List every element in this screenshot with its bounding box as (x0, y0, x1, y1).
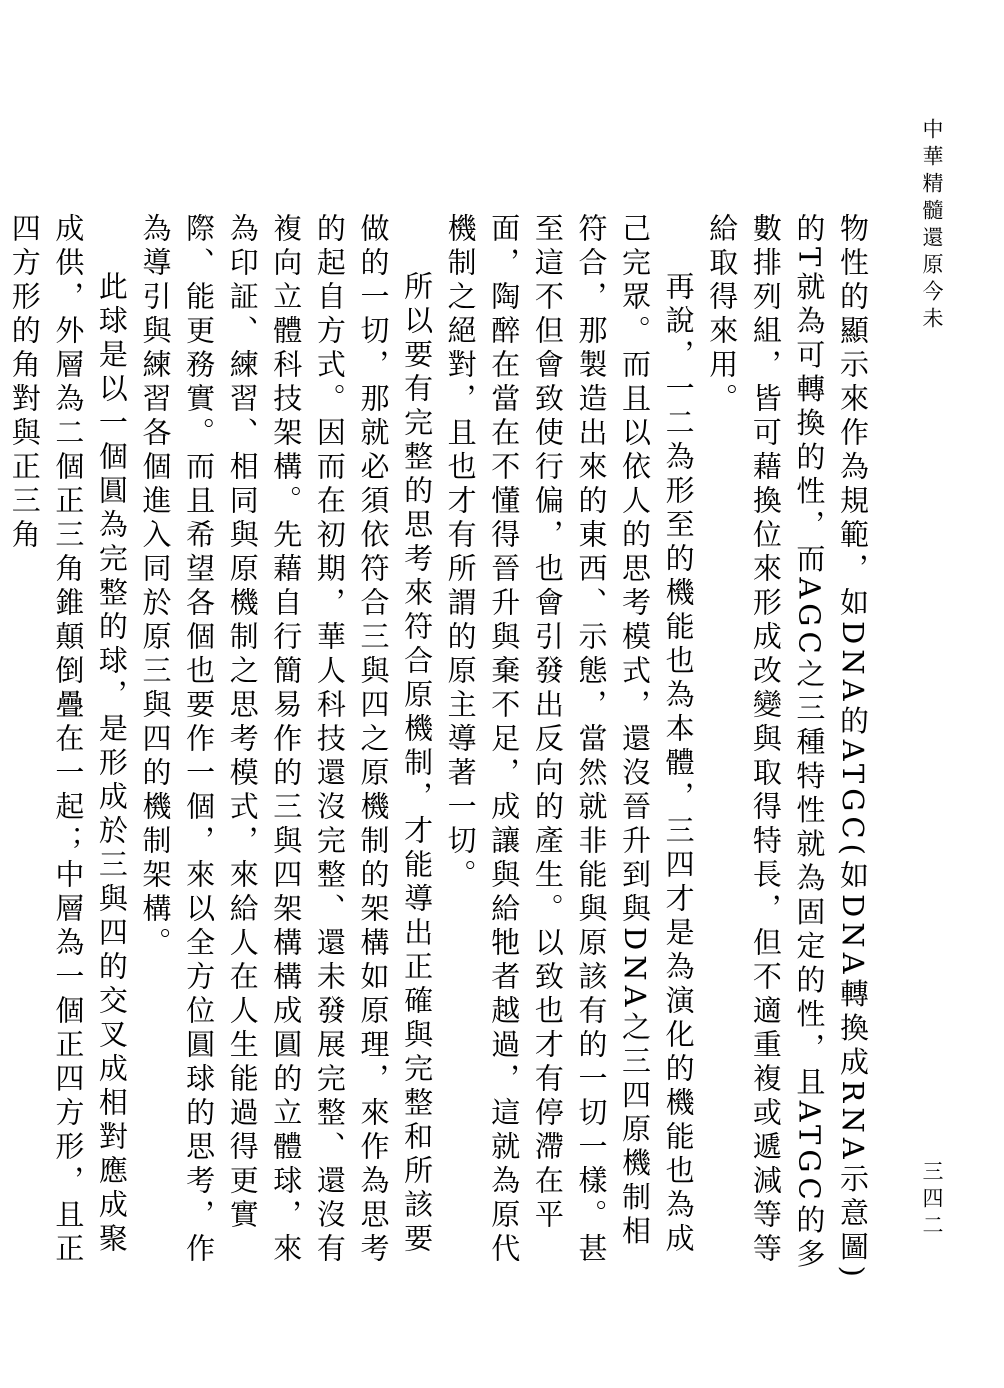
body-text (7, 213, 874, 1283)
paragraph-3: 所以要有完整的思考來符合原機制，才能導出正確與完整和所該要做的一切，那就必須依符合三與四之原機制的架構如原理，來作為思考的起自方式。因而在初期，華人科技還沒完整、還未發展完整、還沒有複向立體科技架構。先藉自行簡易作的三與四架構構成圓的立體球，來為印証、練習、相同與原機制之思考模式，來給人在人生能過得更實際、能更務實。而且希望各個也要作一個，來以全方位圓球的思考，作為導引與練習各個進入同於原三與四的機制架構。 (138, 213, 435, 1267)
paragraph-2: 再說，一二為形至的機能也為本體，三四才是為演化的機能也為成己完眾。而且以依人的思考模式，還沒晉升到與DNA之三四原機制相符合，那製造出來的東西、示態，當然就非能與原該有的一切一樣。甚至這不但會致使行偏，也會引發出反向的產生。以致也才有停滯在平面，陶醉在當在不懂得晉升與棄不足，成讓與給牠者越過，這就為原代機制之絕對，且也才有所謂的原主導著一切。 (443, 213, 696, 1267)
running-header: 中華精髓還原今未 (920, 118, 944, 334)
paragraph-4: 此球是以一個圓為完整的球，是形成於三與四的交叉成相對應成聚成供，外層為二個正三角錐顛倒疊在一起；中層為一個正四方形，且正四方形的角對與正三角 (7, 213, 129, 1267)
paragraph-1: 物性的顯示來作為規範，如DNA的ATGC(如DNA轉換成RNA示意圖)的T就為可轉換的性，而AGC之三種特性就為固定的性，且ATGC的多數排列組，皆可藉換位來形成改變與取得特長，但不適重複或遞減等等給取得來用。 (705, 213, 870, 1282)
page-number: 三四二 (920, 1160, 944, 1241)
